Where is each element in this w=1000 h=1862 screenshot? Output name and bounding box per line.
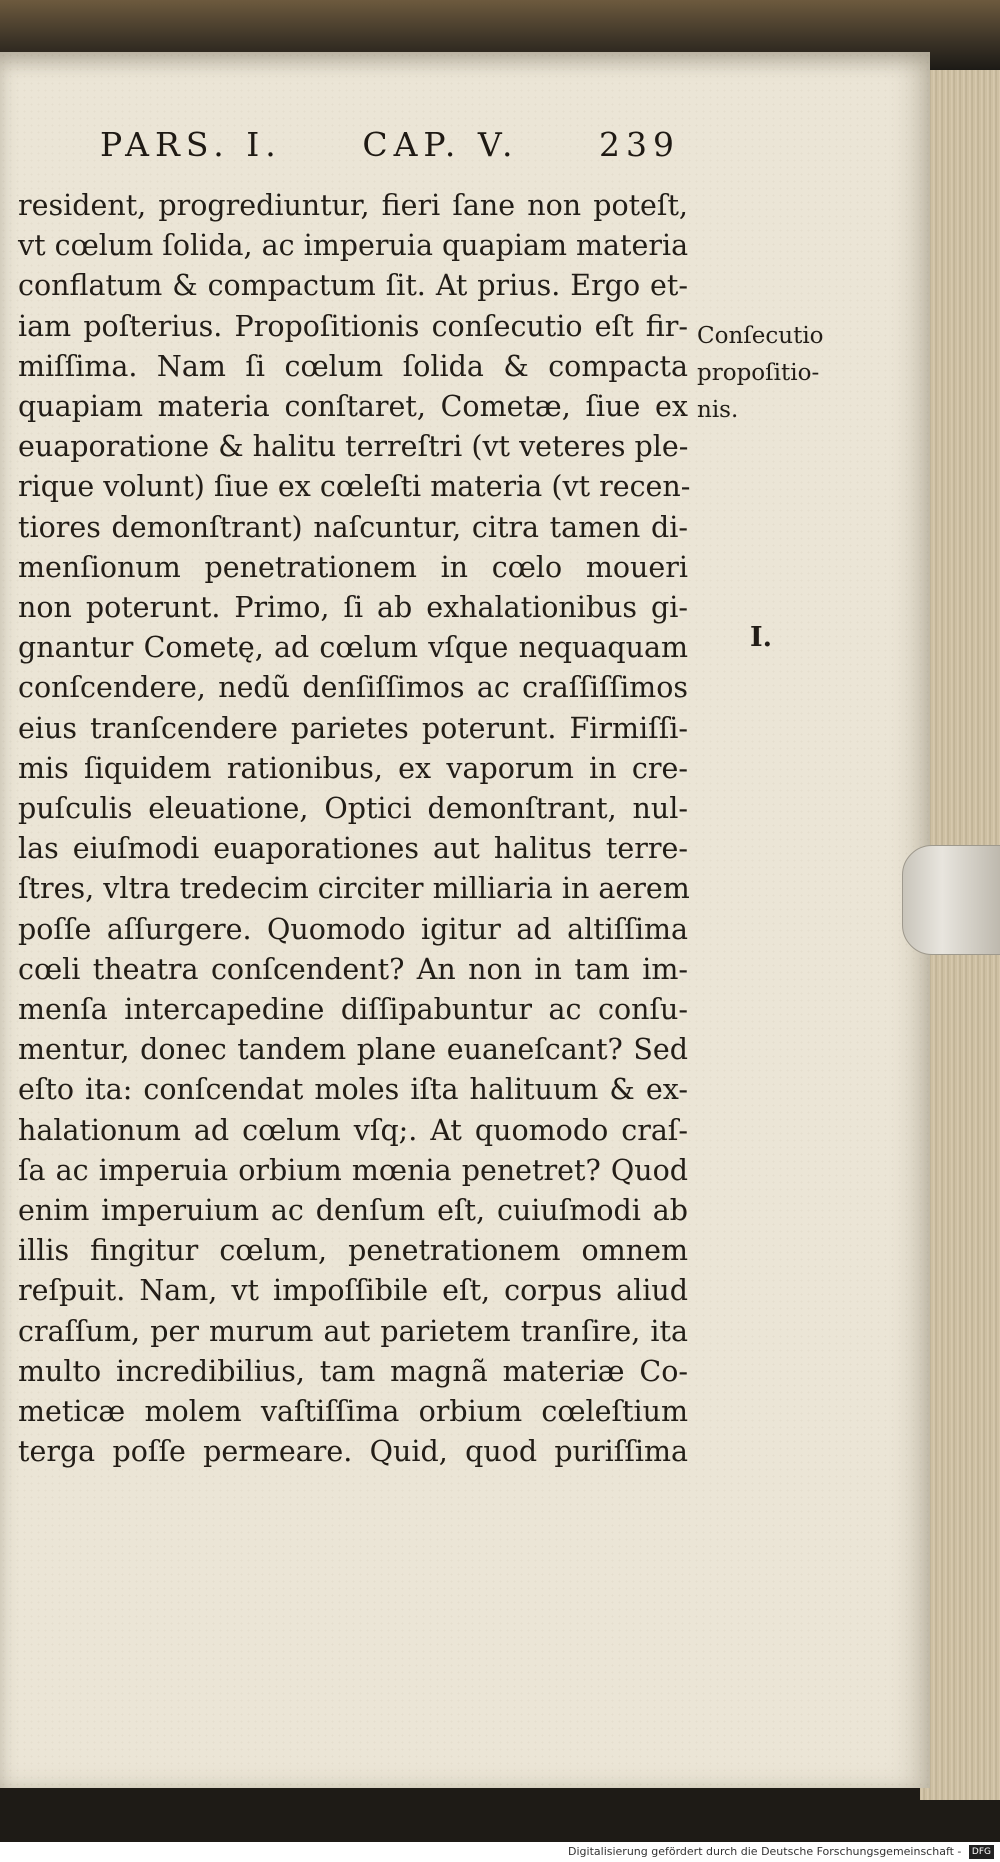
- page-clip: [902, 845, 1000, 955]
- text-line: poſſe aſſurgere. Quomodo igitur ad altiſſima: [18, 912, 688, 946]
- text-line: meticæ molem vaſtiſſima orbium cœleſtium: [18, 1395, 688, 1429]
- text-line: tiores demonſtrant) naſcuntur, citra tamen di-: [18, 510, 688, 544]
- text-line: reſpuit. Nam, vt impoſſibile eſt, corpus aliud: [18, 1274, 688, 1308]
- text-line: resident, progrediuntur, fieri ſane non poteſt,: [18, 189, 688, 222]
- marginal-note-line: Conſecutio: [697, 323, 824, 349]
- text-line: illis fingitur cœlum, penetrationem omnem: [18, 1234, 688, 1268]
- marginal-note: [697, 318, 857, 429]
- text-line: enim imperuium ac denſum eſt, cuiuſmodi ab: [18, 1194, 688, 1228]
- text-line: halationum ad cœlum vſq;. At quomodo craſ-: [18, 1113, 688, 1147]
- running-head: [100, 125, 680, 175]
- footer-credit: Digitalisierung gefördert durch die Deutsche Forschungsgemeinschaft -: [568, 1845, 962, 1858]
- text-line: rique volunt) ſiue ex cœleſti materia (vt recen-: [18, 470, 691, 504]
- text-line: menſa intercapedine diſſipabuntur ac conſu-: [18, 993, 688, 1027]
- text-line: eſto ita: conſcendat moles iſta halituum & ex-: [18, 1073, 688, 1107]
- marginal-note-line: propoſitio-: [697, 360, 820, 386]
- margin-marker: I.: [750, 622, 773, 653]
- text-line: iam poſterius. Propoſitionis conſecutio eſt fir-: [18, 309, 688, 343]
- text-line: ſa ac imperuia orbium mœnia penetret? Quod: [18, 1153, 688, 1187]
- text-line: multo incredibilius, tam magnã materiæ Co-: [18, 1354, 688, 1388]
- marginal-note-line: nis.: [697, 397, 739, 423]
- text-line: las eiuſmodi euaporationes aut halitus terre-: [18, 832, 688, 866]
- text-line: quapiam materia conſtaret, Cometæ, ſiue ex: [18, 390, 688, 424]
- body-text: [18, 186, 691, 1473]
- text-line: mis ſiquidem rationibus, ex vaporum in cre-: [18, 751, 688, 785]
- page-number: 239: [599, 125, 680, 164]
- text-line: menſionum penetrationem in cœlo moueri: [18, 550, 688, 584]
- text-line: conflatum & compactum ſit. At prius. Ergo et-: [18, 269, 688, 303]
- text-line: euaporatione & halitu terreſtri (vt veteres ple-: [18, 430, 689, 464]
- text-line: non poterunt. Primo, ſi ab exhalationibus gi-: [18, 591, 688, 625]
- text-line: terga poſſe permeare. Quid, quod puriſſima: [18, 1435, 688, 1469]
- footer-bar: [0, 1842, 1000, 1862]
- running-head-chapter: CAP. V.: [362, 125, 519, 164]
- text-line: vt cœlum ſolida, ac imperuia quapiam materia: [18, 229, 689, 263]
- text-line: cœli theatra conſcendent? An non in tam im-: [18, 952, 688, 986]
- text-line: miſſima. Nam ſi cœlum ſolida & compacta: [18, 349, 688, 383]
- text-line: eius tranſcendere parietes poterunt. Firmiſſi-: [18, 711, 688, 745]
- running-head-part: PARS. I.: [100, 125, 282, 164]
- text-line: mentur, donec tandem plane euaneſcant? Sed: [18, 1033, 688, 1067]
- text-line: gnantur Cometę, ad cœlum vſque nequaquam: [18, 631, 688, 665]
- text-line: ſtres, vltra tredecim circiter milliaria in aerem: [18, 872, 690, 906]
- text-line: puſculis eleuatione, Optici demonſtrant, nul-: [18, 792, 688, 826]
- text-line: craſſum, per murum aut parietem tranſire, ita: [18, 1314, 688, 1348]
- dfg-logo: DFG: [969, 1845, 994, 1859]
- text-line: conſcendere, nedũ denſiſſimos ac craſſiſſimos: [18, 671, 688, 705]
